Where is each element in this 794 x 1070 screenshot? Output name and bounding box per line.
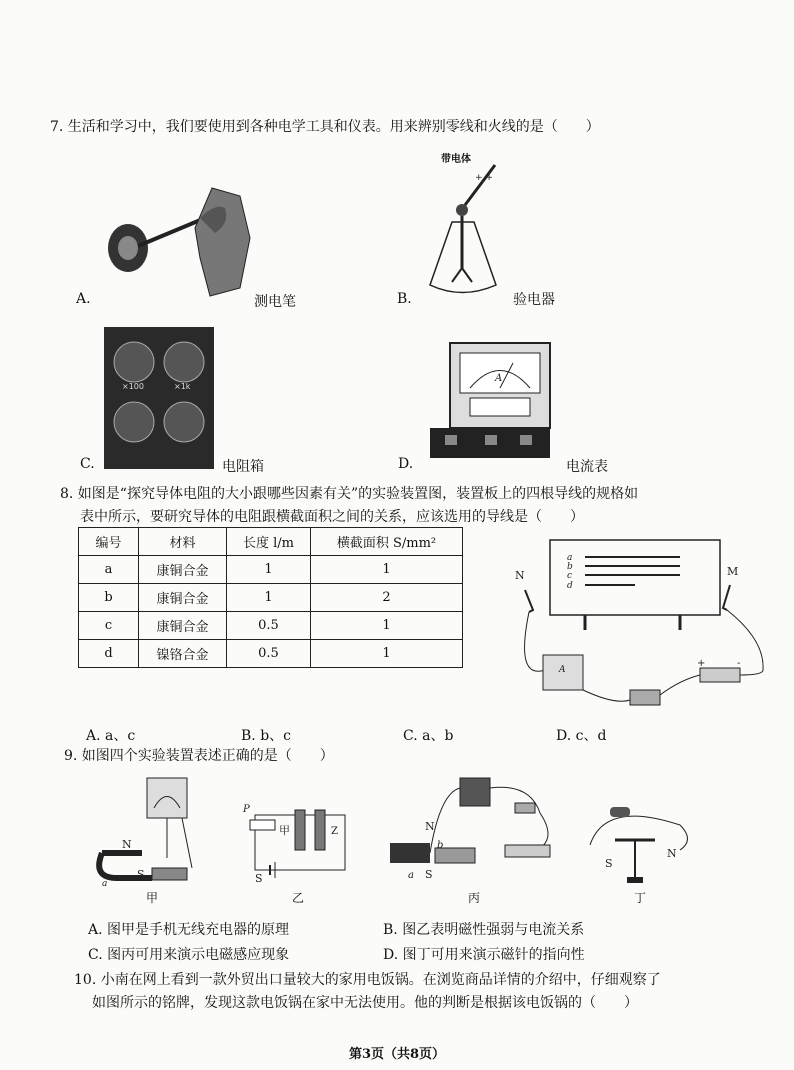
- figure-bing: [380, 773, 580, 888]
- wire-d-label: d: [567, 581, 573, 591]
- q10-line2: 如图所示的铭牌，发现这款电饭锅在家中无法使用。他的判断是根据该电饭锅的（ ）: [92, 995, 638, 1011]
- table-cell: 1: [227, 584, 311, 612]
- table-row: [79, 584, 463, 612]
- table-cell: 康铜合金: [139, 584, 227, 612]
- table-cell: c: [79, 612, 139, 640]
- q8-option-c: C. a、b: [403, 728, 454, 744]
- page-footer: 第3页（共8页）: [348, 1047, 446, 1062]
- table-cell: 2: [311, 584, 463, 612]
- table-header: 横截面积 S/mm²: [311, 528, 463, 556]
- test-pen-figure: [100, 178, 260, 303]
- table-cell: 1: [311, 640, 463, 668]
- figure-ding-caption: 丁: [634, 891, 647, 905]
- q8-option-a: A. a、c: [86, 728, 136, 744]
- fig-jia-s-label: S: [137, 868, 145, 881]
- table-cell: 1: [311, 556, 463, 584]
- q7-option-a-caption: 测电笔: [254, 294, 296, 310]
- table-cell: 0.5: [227, 640, 311, 668]
- battery-plus-label: +: [697, 658, 706, 669]
- charged-body-label: 带电体: [441, 154, 471, 165]
- x1k-label: ×1k: [174, 382, 191, 391]
- q7-option-a-letter: A.: [76, 291, 91, 307]
- q8-option-d: D. c、d: [556, 728, 607, 744]
- wire-a-label: a: [567, 553, 573, 563]
- figure-yi: [235, 800, 360, 890]
- q10-line1: 10. 小南在网上看到一款外贸出口量较大的家用电饭锅。在浏览商品详情的介绍中，仔细观察了: [74, 972, 661, 988]
- q9-stem: 9. 如图四个实验装置表述正确的是（ ）: [64, 748, 334, 764]
- fig-ding-n-label: N: [667, 847, 677, 860]
- ammeter-unit-label: A: [495, 373, 503, 384]
- table-cell: 镍铬合金: [139, 640, 227, 668]
- table-cell: 1: [227, 556, 311, 584]
- electroscope-figure: [420, 160, 530, 305]
- table-cell: 康铜合金: [139, 556, 227, 584]
- wire-c-label: c: [567, 571, 573, 581]
- table-header: 编号: [79, 528, 139, 556]
- figure-jia: [92, 773, 212, 888]
- table-cell: 0.5: [227, 612, 311, 640]
- fig-yi-z-label: Z: [331, 826, 338, 837]
- fig-yi-jia-label: 甲: [279, 824, 290, 837]
- fig-jia-a-label: a: [102, 879, 108, 888]
- fig-bing-b-label: b: [437, 840, 444, 851]
- fig-jia-n-label: N: [122, 838, 132, 851]
- battery-minus-label: -: [737, 658, 741, 669]
- fig-ding-s-label: S: [605, 857, 613, 870]
- table-header-row: [79, 528, 463, 556]
- table-row: [79, 556, 463, 584]
- table-cell: d: [79, 640, 139, 668]
- figure-ding: [585, 795, 695, 885]
- table-cell: a: [79, 556, 139, 584]
- fig-yi-p-label: P: [243, 804, 250, 815]
- table-row: [79, 640, 463, 668]
- x100-label: ×100: [122, 382, 144, 391]
- q7-option-d-letter: D.: [398, 456, 414, 472]
- table-header: 长度 l/m: [227, 528, 311, 556]
- svg-text:+ +: + +: [475, 173, 493, 183]
- q9-option-d: D. 图丁可用来演示磁针的指向性: [383, 947, 585, 963]
- table-cell: b: [79, 584, 139, 612]
- fig-bing-s-label: S: [425, 868, 433, 881]
- q7-stem: 7. 生活和学习中，我们要使用到各种电学工具和仪表。用来辨别零线和火线的是（ ）: [50, 119, 600, 135]
- figure-yi-caption: 乙: [292, 891, 305, 905]
- wire-b-label: b: [567, 562, 573, 572]
- q7-option-b-letter: B.: [397, 291, 412, 307]
- q9-option-a: A. 图甲是手机无线充电器的原理: [88, 922, 290, 938]
- fig-bing-a-label: a: [408, 870, 414, 881]
- fig-yi-s-label: S: [255, 872, 263, 885]
- q8-stem-line1: 8. 如图是“探究导体电阻的大小跟哪些因素有关”的实验装置图，装置板上的四根导线的规格如: [60, 486, 639, 502]
- q8-stem-line2: 表中所示，要研究导体的电阻跟横截面积之间的关系，应该选用的导线是（ ）: [80, 509, 584, 525]
- q7-option-b-caption: 验电器: [513, 292, 555, 308]
- n-clip-label: N: [515, 569, 525, 582]
- q8-ammeter-label: A: [559, 665, 566, 675]
- figure-bing-caption: 丙: [468, 891, 481, 905]
- q7-option-c-letter: C.: [80, 456, 95, 472]
- q7-option-c-caption: 电阻箱: [222, 459, 264, 475]
- resistance-apparatus-figure: [505, 530, 775, 715]
- q8-option-b: B. b、c: [241, 728, 291, 744]
- table-cell: 1: [311, 612, 463, 640]
- q9-option-c: C. 图丙可用来演示电磁感应现象: [88, 947, 290, 963]
- wire-spec-table: [78, 527, 463, 668]
- figure-jia-caption: 甲: [146, 891, 159, 905]
- m-clip-label: M: [727, 565, 739, 578]
- fig-bing-n-label: N: [425, 820, 435, 833]
- table-row: [79, 612, 463, 640]
- q9-option-b: B. 图乙表明磁性强弱与电流关系: [383, 922, 585, 938]
- q7-option-d-caption: 电流表: [566, 459, 608, 475]
- ammeter-figure: [425, 333, 555, 463]
- resistance-box-figure: [104, 327, 214, 469]
- table-cell: 康铜合金: [139, 612, 227, 640]
- table-header: 材料: [139, 528, 227, 556]
